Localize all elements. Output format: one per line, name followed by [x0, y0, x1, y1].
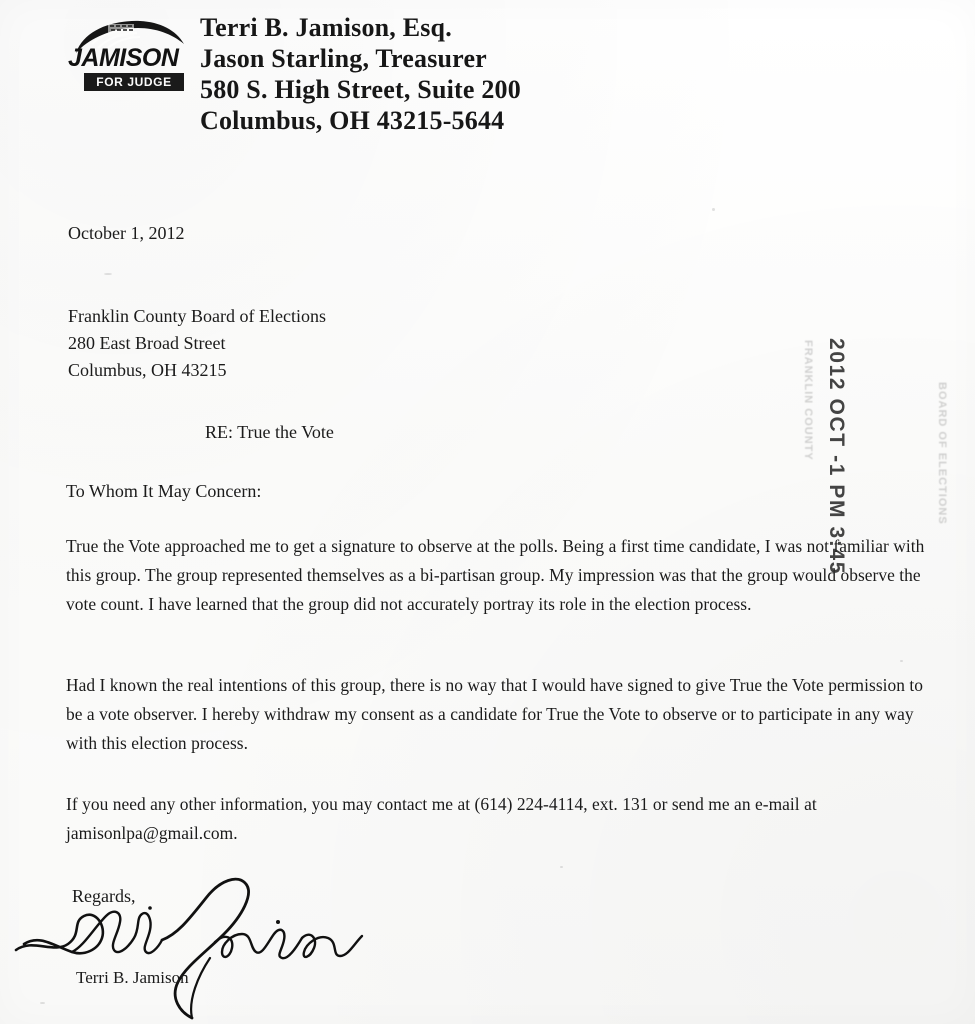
letterhead-address-block [200, 12, 820, 136]
recipient-organization: Franklin County Board of Elections [68, 306, 326, 326]
stamp-side-text-left: FRANKLIN COUNTY [802, 340, 814, 461]
campaign-logo [68, 20, 188, 96]
scan-speck [712, 208, 715, 211]
letter-date: October 1, 2012 [68, 223, 185, 243]
handwritten-signature [10, 872, 410, 1022]
closing-salutation: Regards, [72, 886, 136, 906]
recipient-street: 280 East Broad Street [68, 333, 226, 353]
letterhead-line-candidate: Terri B. Jamison, Esq. [200, 13, 452, 42]
letterhead [0, 0, 975, 160]
body-paragraph-1: True the Vote approached me to get a signature to observe at the polls. Being a first time candidate, I was not familiar with this group. The group represented themselves as a bi-partisan group. My impression was that the group would observe the vote count. I have learned that the group did not accurately portray its role in the election process. [66, 536, 925, 614]
letterhead-line-treasurer: Jason Starling, Treasurer [200, 44, 487, 73]
letterhead-line-street: 580 S. High Street, Suite 200 [200, 75, 521, 104]
re-line: RE: True the Vote [205, 422, 334, 442]
salutation: To Whom It May Concern: [66, 481, 262, 501]
letterhead-line-city: Columbus, OH 43215-5644 [200, 106, 505, 135]
scan-speck [40, 1002, 45, 1004]
scan-speck [104, 273, 112, 275]
received-date-stamp [798, 330, 974, 575]
scan-speck [560, 866, 563, 868]
recipient-address-block [68, 303, 326, 384]
scan-speck [900, 660, 903, 662]
recipient-city-state-zip: Columbus, OH 43215 [68, 360, 227, 380]
stamp-datetime: 2012 OCT -1 PM 3:45 [825, 338, 848, 575]
body-paragraph-2: Had I known the real intentions of this group, there is no way that I would have signed to give True the Vote permission to be a vote observer. I hereby withdraw my consent as a candidate for True the Vote to observe or to participate in any way with this election process. [66, 675, 924, 753]
signer-name: Terri B. Jamison [76, 968, 189, 987]
body-paragraph-3: If you need any other information, you may contact me at (614) 224-4114, ext. 131 or send me an e-mail at jamisonlpa@gmail.com. [66, 794, 817, 843]
logo-tagline: FOR JUDGE [84, 73, 184, 91]
logo-wordmark: JAMISON [68, 44, 179, 72]
stamp-side-text-right: BOARD OF ELECTIONS [936, 382, 948, 525]
